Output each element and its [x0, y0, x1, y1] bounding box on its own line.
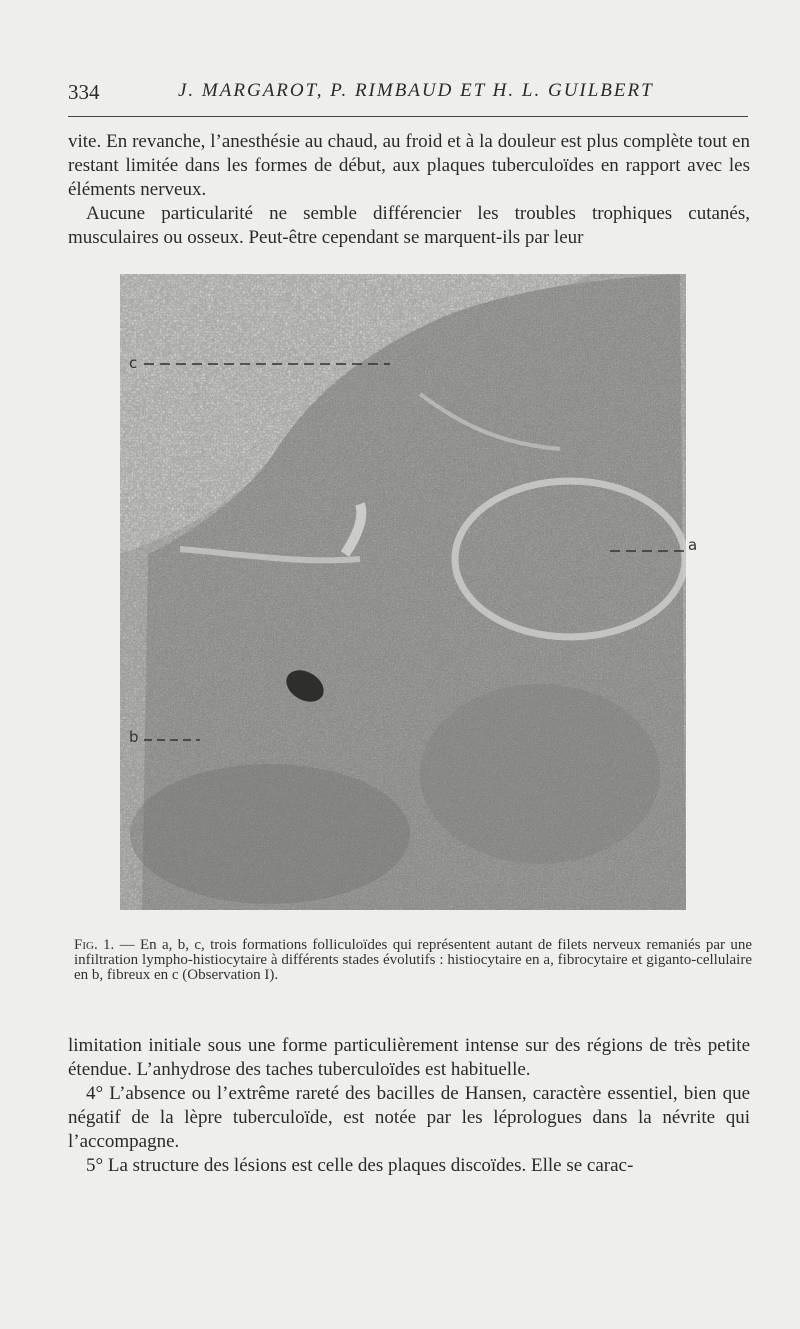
figure-caption — [74, 938, 752, 983]
paragraph: 4° L’absence ou l’extrême rareté des bacilles de Hansen, caractère essentiel, bien que négatif de la lèpre tuberculoïde, est notée par les léprologues dans la névrite qui l’accompagne. — [68, 1083, 750, 1152]
caption-text: En a, b, c, trois formations folliculoïdes qui représentent autant de filets nerveux remaniés par une infiltration lympho-histiocytaire à différents stades évolutifs : histiocytaire en a, fibrocytaire et giganto-cellulaire en b, fibreux en c (Observation I). — [74, 937, 752, 983]
figure-label-a: a — [688, 536, 698, 554]
paragraph: vite. En revanche, l’anesthésie au chaud, au froid et à la douleur est plus complète tout en restant limitée dans les formes de début, aux plaques tuberculoïdes en rapport avec les éléments nerveux. — [68, 131, 750, 200]
body-text-top — [68, 130, 750, 250]
paragraph: Aucune particularité ne semble différencier les troubles trophiques cutanés, musculaires ou osseux. Peut-être cependant se marquent-ils par leur — [68, 203, 750, 248]
micrograph-image — [120, 274, 686, 910]
header-rule — [68, 116, 748, 117]
running-head: J. MARGAROT, P. RIMBAUD ET H. L. GUILBERT — [178, 80, 654, 101]
caption-lead: Fig. 1. — — [74, 937, 135, 953]
paragraph: limitation initiale sous une forme particulièrement intense sur des régions de très petite étendue. L’anhydrose des taches tuberculoïdes est habituelle. — [68, 1035, 750, 1080]
histology-figure — [120, 274, 686, 910]
paragraph: 5° La structure des lésions est celle des plaques discoïdes. Elle se carac- — [86, 1155, 634, 1176]
page-header — [68, 80, 748, 112]
body-text-bottom — [68, 1034, 750, 1178]
figure-label-b: b — [129, 728, 139, 746]
page-number: 334 — [68, 80, 100, 104]
figure-label-c: c — [129, 354, 138, 372]
